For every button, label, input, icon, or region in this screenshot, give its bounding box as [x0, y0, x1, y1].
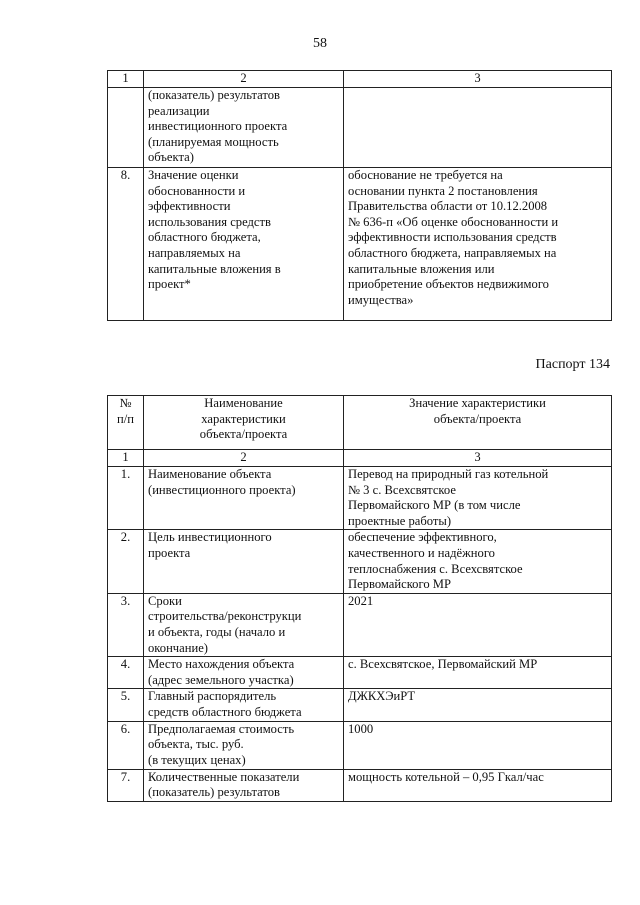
table-row [108, 689, 612, 721]
page-number: 58 [313, 36, 327, 51]
row-name: Главный распорядитель средств областного бюджета [144, 689, 344, 721]
table-row [108, 593, 612, 656]
continuation-table [107, 70, 612, 321]
row-number [108, 88, 144, 168]
row-number: 7. [108, 769, 144, 801]
row-value: Перевод на природный газ котельной № 3 с. Всехсвятское Первомайского МР (в том числе проектные работы) [344, 467, 612, 530]
row-value: ДЖКХЭиРТ [344, 689, 612, 721]
column-number: 3 [344, 450, 612, 467]
row-number: 5. [108, 689, 144, 721]
row-value: 2021 [344, 593, 612, 656]
row-number: 6. [108, 721, 144, 769]
column-number-row [108, 450, 612, 467]
table-row [108, 530, 612, 593]
row-value [344, 88, 612, 168]
header-num: № п/п [108, 396, 144, 450]
row-number: 3. [108, 593, 144, 656]
row-number: 2. [108, 530, 144, 593]
column-number: 2 [144, 71, 344, 88]
column-number: 2 [144, 450, 344, 467]
header-row [108, 396, 612, 450]
table-row [108, 657, 612, 689]
row-value: мощность котельной – 0,95 Гкал/час [344, 769, 612, 801]
column-number: 1 [108, 71, 144, 88]
passport-table [107, 395, 612, 802]
header-value: Значение характеристики объекта/проекта [344, 396, 612, 450]
table-row [108, 769, 612, 801]
row-name: Цель инвестиционного проекта [144, 530, 344, 593]
row-value: с. Всехсвятское, Первомайский МР [344, 657, 612, 689]
column-number-row [108, 71, 612, 88]
row-name: Предполагаемая стоимость объекта, тыс. руб. (в текущих ценах) [144, 721, 344, 769]
table-row [108, 721, 612, 769]
row-name: (показатель) результатов реализации инвестиционного проекта (планируемая мощность объекта) [144, 88, 344, 168]
header-name: Наименование характеристики объекта/проекта [144, 396, 344, 450]
row-value: обеспечение эффективного, качественного и надёжного теплоснабжения с. Всехсвятское Первомайского МР [344, 530, 612, 593]
row-number: 1. [108, 467, 144, 530]
row-name: Место нахождения объекта (адрес земельного участка) [144, 657, 344, 689]
row-name: Сроки строительства/реконструкци и объекта, годы (начало и окончание) [144, 593, 344, 656]
table-row [108, 467, 612, 530]
row-name: Количественные показатели (показатель) результатов [144, 769, 344, 801]
row-value: обоснование не требуется на основании пункта 2 постановления Правительства области от 10.12.2008 № 636-п «Об оценке обоснованности и эффективности использования средств областного бюджета, направляемых на капитальные вложения или приобретение объектов недвижимого имущества» [344, 168, 612, 321]
row-name: Значение оценки обоснованности и эффективности использования средств областного бюджета, направляемых на капитальные вложения в проект* [144, 168, 344, 321]
column-number: 1 [108, 450, 144, 467]
row-name: Наименование объекта (инвестиционного проекта) [144, 467, 344, 530]
column-number: 3 [344, 71, 612, 88]
table-row [108, 168, 612, 321]
passport-caption: Паспорт 134 [535, 357, 610, 372]
table-row [108, 88, 612, 168]
row-number: 4. [108, 657, 144, 689]
row-value: 1000 [344, 721, 612, 769]
row-number: 8. [108, 168, 144, 321]
